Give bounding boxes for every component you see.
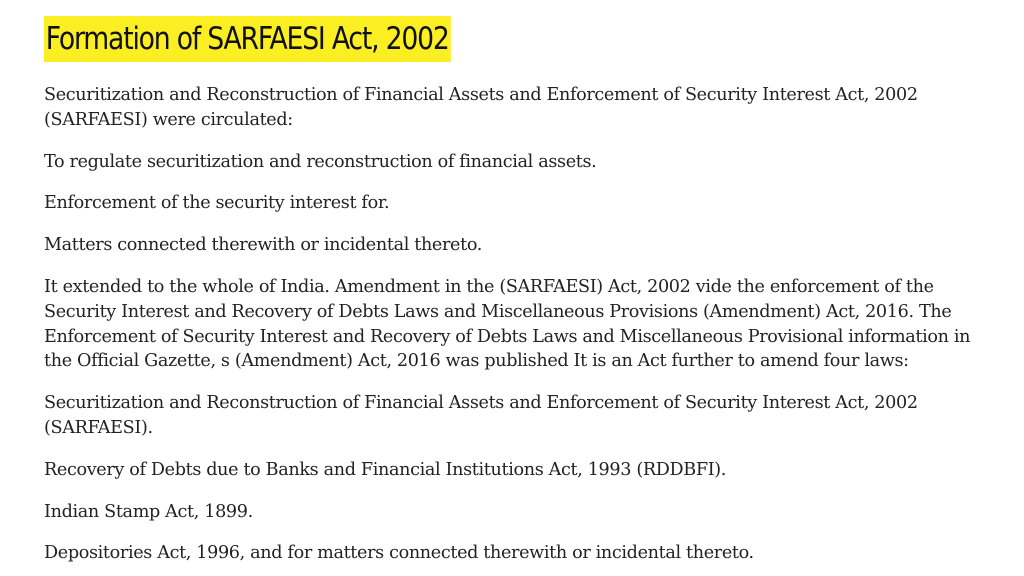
law-item-depositories: Depositories Act, 1996, and for matters connected therewith or incidental thereto. [44, 543, 754, 564]
slide-title: Formation of SARFAESI Act, 2002 [44, 16, 450, 62]
purpose-matters: Matters connected therewith or incidental thereto. [44, 235, 483, 256]
slide-body [44, 83, 979, 576]
amendment-paragraph: It extended to the whole of India. Amendment in the (SARFAESI) Act, 2002 vide the enforcement of the Security Interest and Recovery of Debts Laws and Miscellaneous Provisions (Amendment) Act, 2016. The Enforcement of Security Interest and Recovery of Debts Laws and Miscellaneous Provisional information in the Official Gazette, s (Amendment) Act, 2016 was published It is an Act further to amend four laws: [44, 276, 971, 372]
purpose-enforcement: Enforcement of the security interest for. [44, 193, 390, 214]
law-item-stamp-act: Indian Stamp Act, 1899. [44, 501, 253, 522]
purpose-regulate: To regulate securitization and reconstruction of financial assets. [44, 151, 597, 172]
title-container [44, 16, 517, 62]
law-item-sarfaesi: Securitization and Reconstruction of Financial Assets and Enforcement of Security Interest Act, 2002 (SARFAESI). [44, 393, 918, 438]
law-item-rddbfi: Recovery of Debts due to Banks and Financial Institutions Act, 1993 (RDDBFI). [44, 459, 727, 480]
intro-paragraph: Securitization and Reconstruction of Financial Assets and Enforcement of Security Interest Act, 2002 (SARFAESI) were circulated: [44, 85, 918, 130]
